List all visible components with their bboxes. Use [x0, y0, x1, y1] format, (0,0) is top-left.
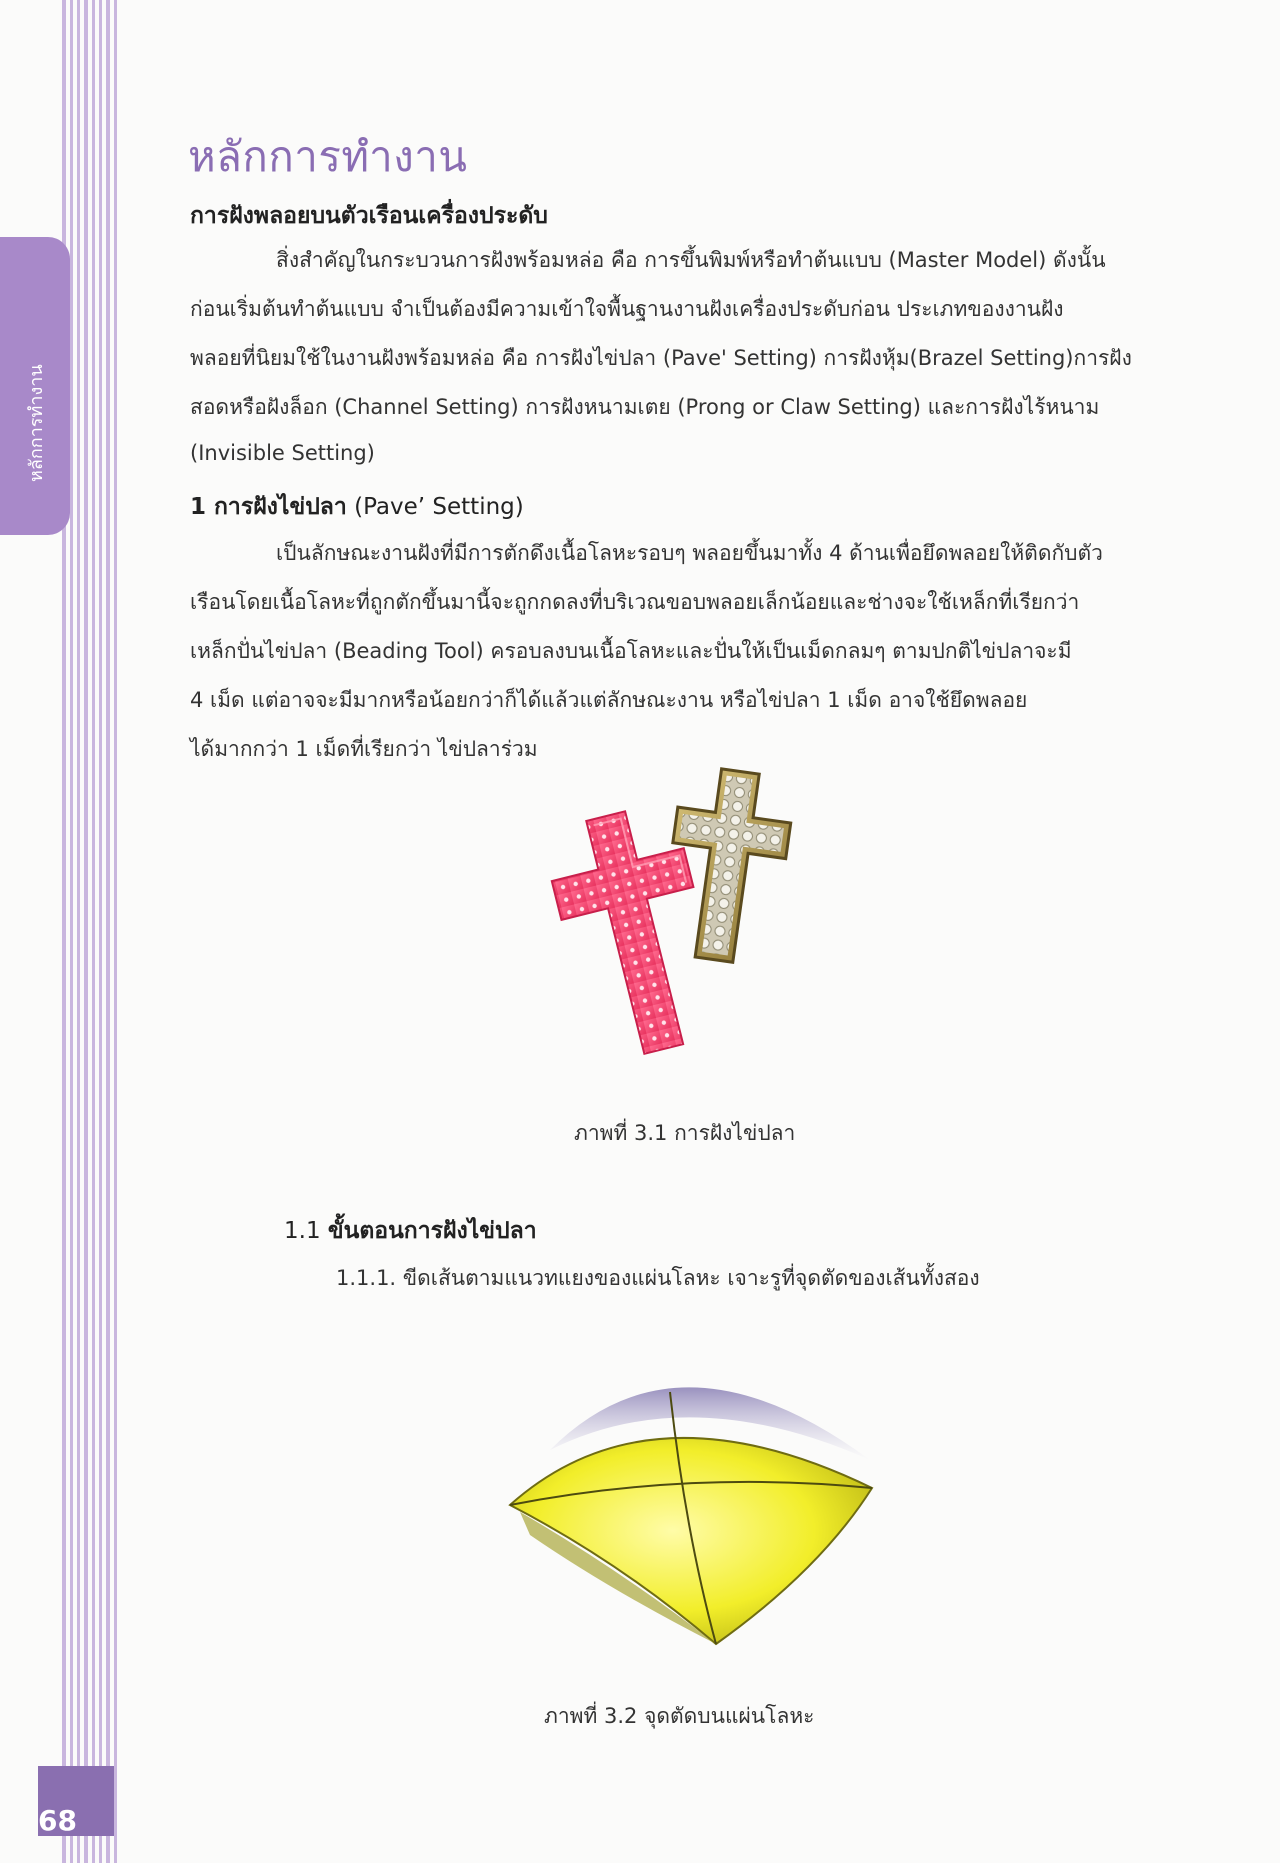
figure-3-1-caption: ภาพที่ 3.1 การฝังไข่ปลา	[574, 1121, 796, 1145]
step-1-1-1: 1.1.1. ขีดเส้นตามแนวทแยงของแผ่นโลหะ เจาะรูที่จุดตัดของเส้นทั้งสอง	[336, 1266, 980, 1290]
heading-pave-setting-bold: 1 การฝังไข่ปลา	[190, 494, 347, 520]
section1-line-2: เรือนโดยเนื้อโลหะที่ถูกตักขึ้นมานี้จะถูกกดลงที่บริเวณขอบพลอยเล็กน้อยและช่างจะใช้เหล็กที่เรียกว่า	[190, 590, 1080, 614]
section1-line-1: เป็นลักษณะงานฝังที่มีการตักดึงเนื้อโลหะรอบๆ พลอยขึ้นมาทั้ง 4 ด้านเพื่อยึดพลอยให้ติดกับตัว	[276, 541, 1103, 565]
section1-line-5: ได้มากกว่า 1 เม็ดที่เรียกว่า ไข่ปลาร่วม	[190, 737, 538, 761]
chapter-side-tab-label: หลักการทำงาน	[26, 364, 47, 482]
heading-pave-steps-title: ขั้นตอนการฝังไข่ปลา	[327, 1218, 537, 1244]
heading-pave-steps	[284, 1213, 537, 1249]
intro-line-2: ก่อนเริ่มต้นทำต้นแบบ จำเป็นต้องมีความเข้าใจพื้นฐานงานฝังเครื่องประดับก่อน ประเภทของงานฝัง	[190, 297, 1064, 321]
intro-line-1: สิ่งสำคัญในกระบวนการฝังพร้อมหล่อ คือ การขึ้นพิมพ์หรือทำต้นแบบ (Master Model) ดังนั้น	[276, 248, 1106, 272]
pave-setting-crosses-image	[500, 755, 860, 1085]
main-heading: การฝังพลอยบนตัวเรือนเครื่องประดับ	[190, 203, 548, 229]
heading-pave-setting-light: (Pave’ Setting)	[346, 494, 524, 520]
intro-line-5: (Invisible Setting)	[190, 441, 375, 465]
intro-line-4: สอดหรือฝังล็อก (Channel Setting) การฝังหนามเตย (Prong or Claw Setting) และการฝังไร้หนาม	[190, 395, 1100, 419]
heading-pave-setting	[190, 489, 524, 525]
heading-pave-steps-number: 1.1	[284, 1218, 328, 1244]
metal-sheet-intersection-image	[490, 1340, 890, 1660]
section1-line-3: เหล็กปั่นไข่ปลา (Beading Tool) ครอบลงบนเนื้อโลหะและปั่นให้เป็นเม็ดกลมๆ ตามปกติไข่ปลาจะมี	[190, 639, 1072, 663]
figure-3-2-caption: ภาพที่ 3.2 จุดตัดบนแผ่นโลหะ	[544, 1704, 815, 1728]
page-number: 68	[38, 1804, 77, 1837]
section1-line-4: 4 เม็ด แต่อาจจะมีมากหรือน้อยกว่าก็ได้แล้วแต่ลักษณะงาน หรือไข่ปลา 1 เม็ด อาจใช้ยึดพลอย	[190, 688, 1028, 712]
intro-line-3: พลอยที่นิยมใช้ในงานฝังพร้อมหล่อ คือ การฝังไข่ปลา (Pave' Setting) การฝังหุ้ม(Brazel Setting)การฝัง	[190, 346, 1132, 370]
section-title: หลักการทำงาน	[188, 132, 468, 181]
